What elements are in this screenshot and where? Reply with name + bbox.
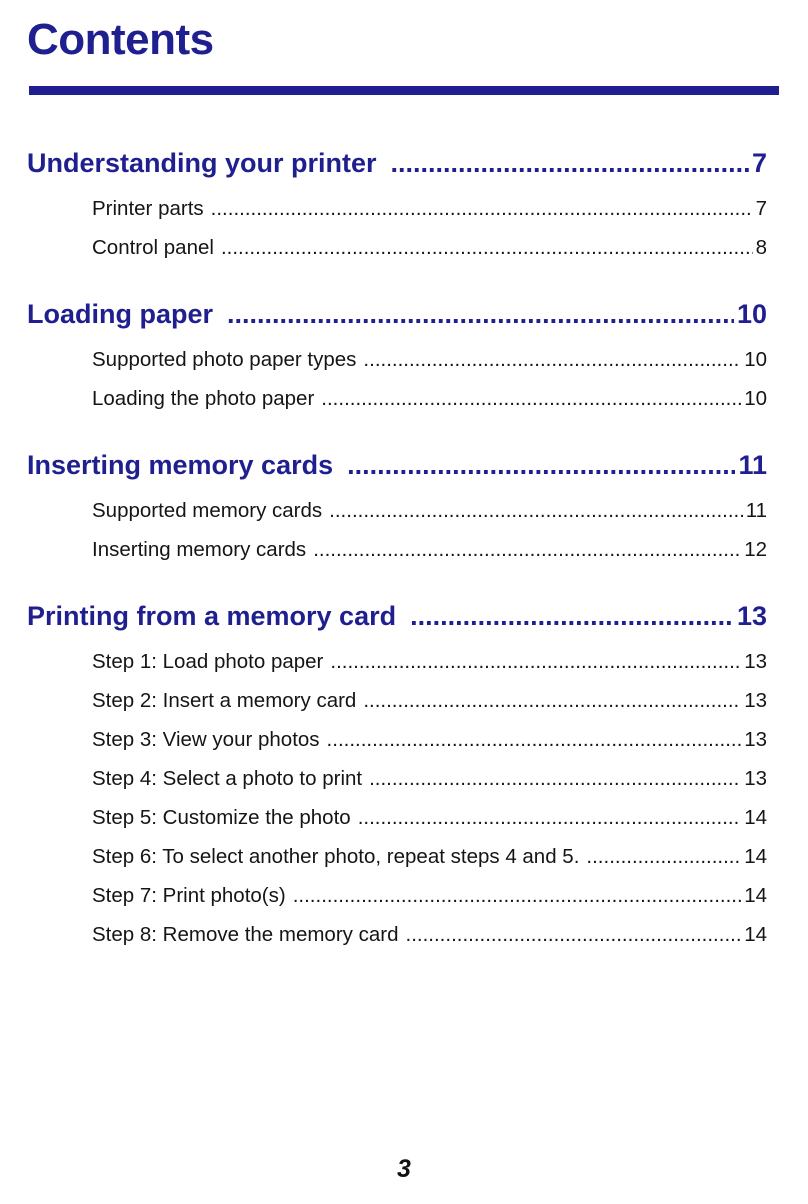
dot-leader <box>321 387 741 411</box>
section-title: Step 6: To select another photo, repeat steps 4 and 5. <box>92 845 580 868</box>
dot-leader <box>358 806 742 830</box>
dot-leader <box>329 499 743 523</box>
section-page-number: 13 <box>744 650 767 673</box>
section-title: Control panel <box>92 236 214 259</box>
toc-chapter-inserting-memory-cards[interactable] <box>27 449 767 481</box>
dot-leader <box>586 845 741 869</box>
dot-leader <box>406 923 742 947</box>
dot-leader <box>330 650 741 674</box>
dot-leader <box>221 236 753 260</box>
dot-leader <box>391 147 749 179</box>
toc-section-control-panel[interactable] <box>92 236 767 260</box>
toc-section-step-1[interactable] <box>92 650 767 674</box>
chapter-title: Printing from a memory card <box>27 601 397 631</box>
section-title: Step 2: Insert a memory card <box>92 689 357 712</box>
toc-section-supported-photo-paper-types[interactable] <box>92 348 767 372</box>
section-title: Step 3: View your photos <box>92 728 320 751</box>
chapter-page-number: 10 <box>736 299 767 329</box>
section-title: Supported memory cards <box>92 499 323 522</box>
section-title: Step 4: Select a photo to print <box>92 767 363 790</box>
section-title: Supported photo paper types <box>92 348 357 371</box>
section-page-number: 14 <box>744 923 767 946</box>
dot-leader <box>363 689 741 713</box>
dot-leader <box>347 449 735 481</box>
toc-section-step-6[interactable] <box>92 845 767 869</box>
section-title: Loading the photo paper <box>92 387 315 410</box>
dot-leader <box>293 884 741 908</box>
toc-section-step-8[interactable] <box>92 923 767 947</box>
toc-section-step-4[interactable] <box>92 767 767 791</box>
toc-section-supported-memory-cards[interactable] <box>92 499 767 523</box>
dot-leader <box>313 538 741 562</box>
toc-section-printer-parts[interactable] <box>92 197 767 221</box>
chapter-title: Understanding your printer <box>27 148 377 178</box>
section-title: Step 8: Remove the memory card <box>92 923 399 946</box>
toc-section-step-2[interactable] <box>92 689 767 713</box>
chapter-title: Inserting memory cards <box>27 450 334 480</box>
chapter-page-number: 11 <box>738 450 767 480</box>
section-page-number: 13 <box>744 689 767 712</box>
toc-chapter-understanding-your-printer[interactable] <box>27 147 767 179</box>
dot-leader <box>211 197 753 221</box>
toc-section-step-3[interactable] <box>92 728 767 752</box>
section-title: Inserting memory cards <box>92 538 307 561</box>
dot-leader <box>227 298 734 330</box>
chapter-page-number: 13 <box>736 601 767 631</box>
section-page-number: 10 <box>744 387 767 410</box>
dot-leader <box>327 728 742 752</box>
section-title: Printer parts <box>92 197 204 220</box>
toc-section-loading-the-photo-paper[interactable] <box>92 387 767 411</box>
title-rule <box>29 86 779 95</box>
toc-chapter-loading-paper[interactable] <box>27 298 767 330</box>
toc-chapter-printing-from-a-memory-card[interactable] <box>27 600 767 632</box>
section-title: Step 5: Customize the photo <box>92 806 351 829</box>
section-page-number: 12 <box>744 538 767 561</box>
section-page-number: 14 <box>744 806 767 829</box>
section-page-number: 13 <box>744 728 767 751</box>
section-page-number: 14 <box>744 845 767 868</box>
toc-section-step-7[interactable] <box>92 884 767 908</box>
section-page-number: 11 <box>745 499 767 522</box>
section-page-number: 7 <box>755 197 767 220</box>
section-page-number: 8 <box>755 236 767 259</box>
dot-leader <box>363 348 741 372</box>
section-title: Step 7: Print photo(s) <box>92 884 286 907</box>
chapter-title: Loading paper <box>27 299 214 329</box>
section-page-number: 10 <box>744 348 767 371</box>
dot-leader <box>369 767 741 791</box>
section-page-number: 13 <box>744 767 767 790</box>
toc-section-step-5[interactable] <box>92 806 767 830</box>
page-title: Contents <box>27 15 214 64</box>
toc-section-inserting-memory-cards[interactable] <box>92 538 767 562</box>
page-number: 3 <box>397 1155 411 1183</box>
section-title: Step 1: Load photo paper <box>92 650 324 673</box>
chapter-page-number: 7 <box>751 148 767 178</box>
section-page-number: 14 <box>744 884 767 907</box>
dot-leader <box>410 600 734 632</box>
